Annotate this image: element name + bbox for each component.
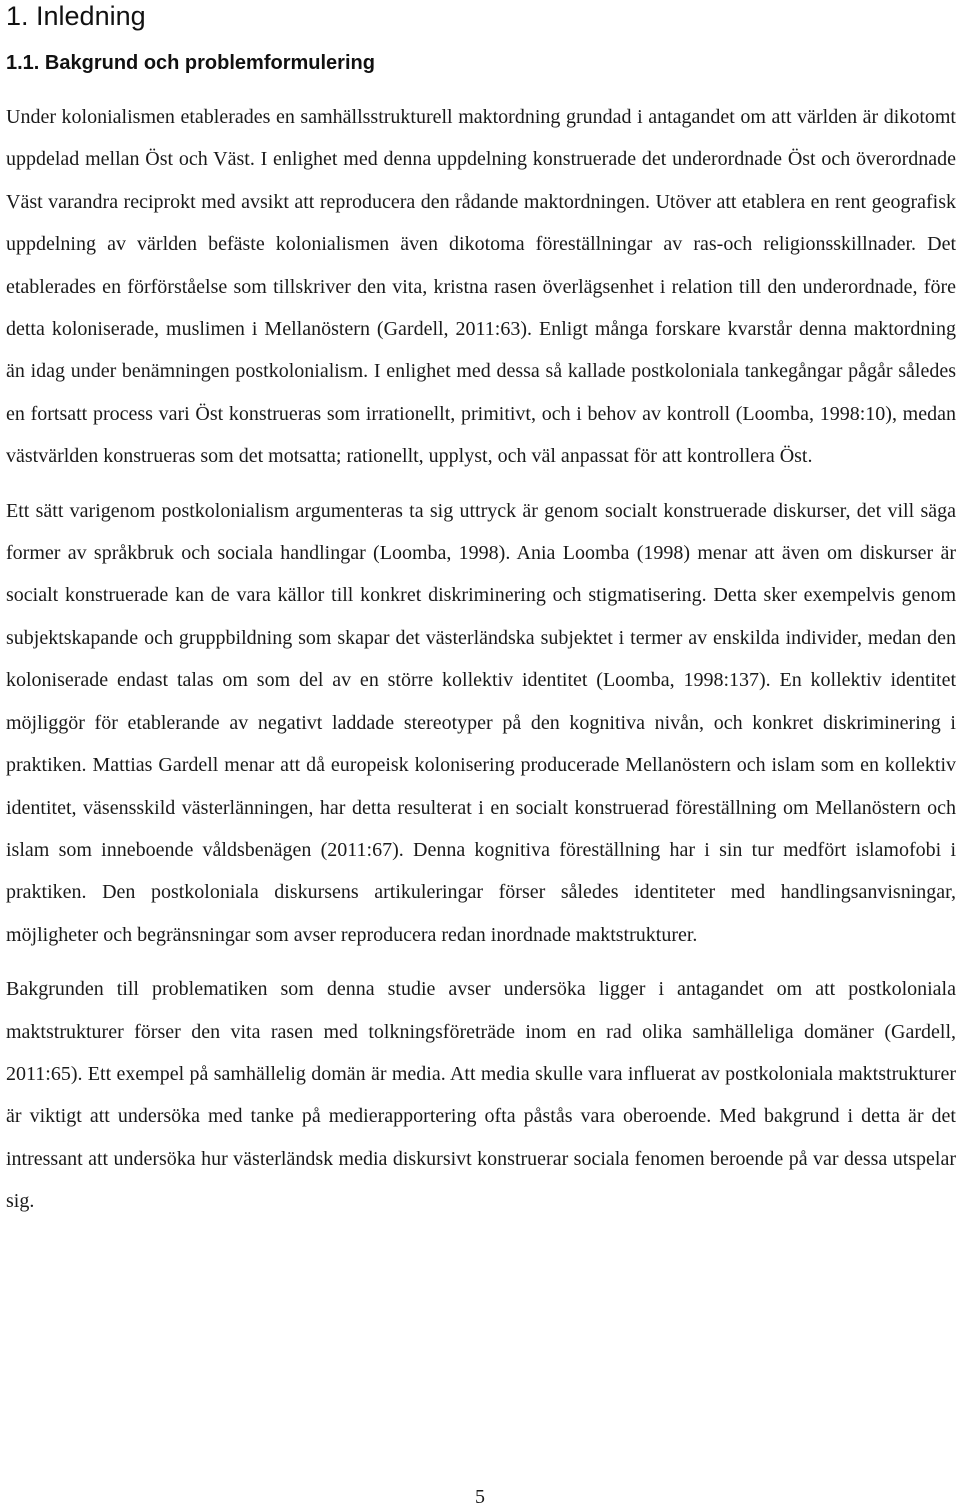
body-text xyxy=(6,96,956,1223)
paragraph-1: Under kolonialismen etablerades en samhällsstrukturell maktordning grundad i antagandet om att världen är dikotomt uppdelad mellan Öst och Väst. I enlighet med denna uppdelning konstruerade det underordnade Öst och överordnade Väst varandra reciprokt med avsikt att reproducera den rådande maktordningen. Utöver att etablera en rent geografisk uppdelning av världen befäste kolonialismen även dikotoma föreställningar av ras-och religionsskillnader. Det etablerades en förförståelse som tillskriver den vita, kristna rasen överlägsenhet i relation till den underordnade, före detta koloniserade, muslimen i Mellanöstern (Gardell, 2011:63). Enligt många forskare kvarstår denna maktordning än idag under benämningen postkolonialism. I enlighet med dessa så kallade postkoloniala tankegångar pågår således en fortsatt process vari Öst konstrueras som irrationellt, primitivt, och i behov av kontroll (Loomba, 1998:10), medan västvärlden konstrueras som det motsatta; rationellt, upplyst, och väl anpassat för att kontrollera Öst. xyxy=(6,106,956,468)
chapter-heading: 1. Inledning xyxy=(6,1,146,31)
section-heading: 1.1. Bakgrund och problemformulering xyxy=(6,52,375,74)
page-number: 5 xyxy=(475,1486,485,1508)
paragraph-3: Bakgrunden till problematiken som denna studie avser undersöka ligger i antagandet om att postkoloniala maktstrukturer förser den vita rasen med tolkningsföreträde inom en rad olika samhälleliga domäner (Gardell, 2011:65). Ett exempel på samhällelig domän är media. Att media skulle vara influerat av postkoloniala maktstrukturer är viktigt att undersöka med tanke på medierapportering ofta påstås vara oberoende. Med bakgrund i detta är det intressant att undersöka hur västerländsk media diskursivt konstruerar sociala fenomen beroende på var dessa utspelar sig. xyxy=(6,978,956,1213)
paragraph-2: Ett sätt varigenom postkolonialism argumenteras ta sig uttryck är genom socialt konstruerade diskurser, det vill säga former av språkbruk och sociala handlingar (Loomba, 1998). Ania Loomba (1998) menar att även om diskurser är socialt konstruerade kan de vara källor till konkret diskriminering och stigmatisering. Detta sker exempelvis genom subjektskapande och gruppbildning som skapar det västerländska subjektet i termer av enskilda individer, medan den koloniserade endast talas om som del av en större kollektiv identitet (Loomba, 1998:137). En kollektiv identitet möjliggör för etablerande av negativt laddade stereotyper på den kognitiva nivån, och konkret diskriminering i praktiken. Mattias Gardell menar att då europeisk kolonisering producerade Mellanöstern och islam som en kollektiv identitet, väsensskild västerlänningen, har detta resulterat i en socialt konstruerad föreställning om Mellanöstern och islam som inneboende våldsbenägen (2011:67). Denna kognitiva föreställning har i sin tur medfört islamofobi i praktiken. Den postkoloniala diskursens artikuleringar förser således identiteter med handlingsanvisningar, möjligheter och begränsningar som avser reproducera redan inordnade maktstrukturer. xyxy=(6,499,956,946)
